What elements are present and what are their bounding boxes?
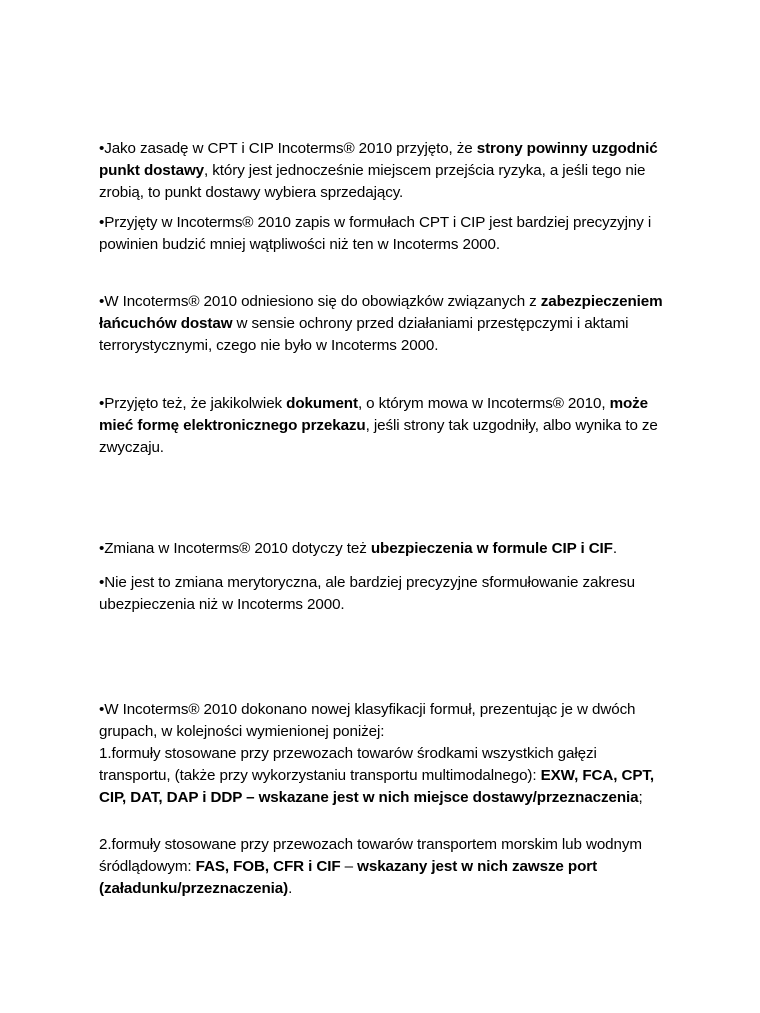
paragraph-classification (99, 699, 671, 809)
text-segment: •Przyjęto też, że jakikolwiek (99, 395, 287, 412)
bold-text: zabezpieczeniem łańcuchów dostaw (99, 293, 663, 332)
paragraph-sea-transport (99, 834, 671, 900)
bold-text: dokument (286, 395, 358, 412)
text-segment: •Zmiana w Incoterms® 2010 dotyczy też (99, 540, 371, 557)
text-segment: 1.formuły stosowane przy przewozach towarów środkami wszystkich gałęzi transportu, (także przy wykorzystaniu transportu multimodalnego): (99, 745, 597, 784)
bold-text: FAS, FOB, CFR i CIF (195, 858, 341, 875)
bold-text: wskazany jest w nich zawsze port (załadunku/przeznaczenia) (99, 858, 598, 897)
text-segment: – (340, 858, 358, 875)
bold-text: EXW, FCA, CPT, CIP, DAT, DAP i DDP – wskazane jest w nich miejsce dostawy/przeznaczenia (99, 767, 654, 806)
text-segment: , jeśli strony tak uzgodniły, albo wynika to ze zwyczaju. (99, 417, 658, 456)
text-segment: w sensie ochrony przed działaniami przestępczymi i aktami terrorystycznymi, czego nie było w Incoterms 2000. (99, 315, 629, 354)
bold-text: strony powinny uzgodnić punkt dostawy (99, 140, 658, 179)
text-segment: •W Incoterms® 2010 odniesiono się do obowiązków związanych z (99, 293, 541, 310)
text-segment: 2.formuły stosowane przy przewozach towarów transportem morskim lub wodnym śródlądowym: (99, 836, 642, 875)
paragraph-supply-chain-security (99, 291, 671, 357)
paragraph-electronic-documents (99, 393, 671, 459)
text-segment: . (612, 540, 617, 557)
text-segment: •W Incoterms® 2010 dokonano nowej klasyfikacji formuł, prezentując je w dwóch grupach, w kolejności wymienionej poniżej: (99, 701, 636, 740)
text-segment: ; (638, 789, 643, 806)
paragraph-cpt-cip-precision (99, 212, 671, 256)
text-segment: •Jako zasadę w CPT i CIP Incoterms® 2010 przyjęto, że (99, 140, 477, 157)
paragraph-insurance-change (99, 538, 671, 560)
text-segment: . (288, 880, 293, 897)
text-segment: , który jest jednocześnie miejscem przejścia ryzyka, a jeśli tego nie zrobią, to punkt dostawy wybiera sprzedający. (99, 162, 646, 201)
bold-text: ubezpieczenia w formule CIP i CIF (370, 540, 613, 557)
text-segment: •Przyjęty w Incoterms® 2010 zapis w formułach CPT i CIP jest bardziej precyzyjny i powinien budzić mniej wątpliwości niż ten w Incoterms 2000. (99, 214, 652, 253)
bold-text: może mieć formę elektronicznego przekazu (99, 395, 648, 434)
text-segment: •Nie jest to zmiana merytoryczna, ale bardziej precyzyjne sformułowanie zakresu ubezpieczenia niż w Incoterms 2000. (99, 574, 635, 613)
paragraph-delivery-point (99, 138, 671, 204)
text-segment: , o którym mowa w Incoterms® 2010, (357, 395, 610, 412)
paragraph-insurance-precision (99, 572, 671, 616)
